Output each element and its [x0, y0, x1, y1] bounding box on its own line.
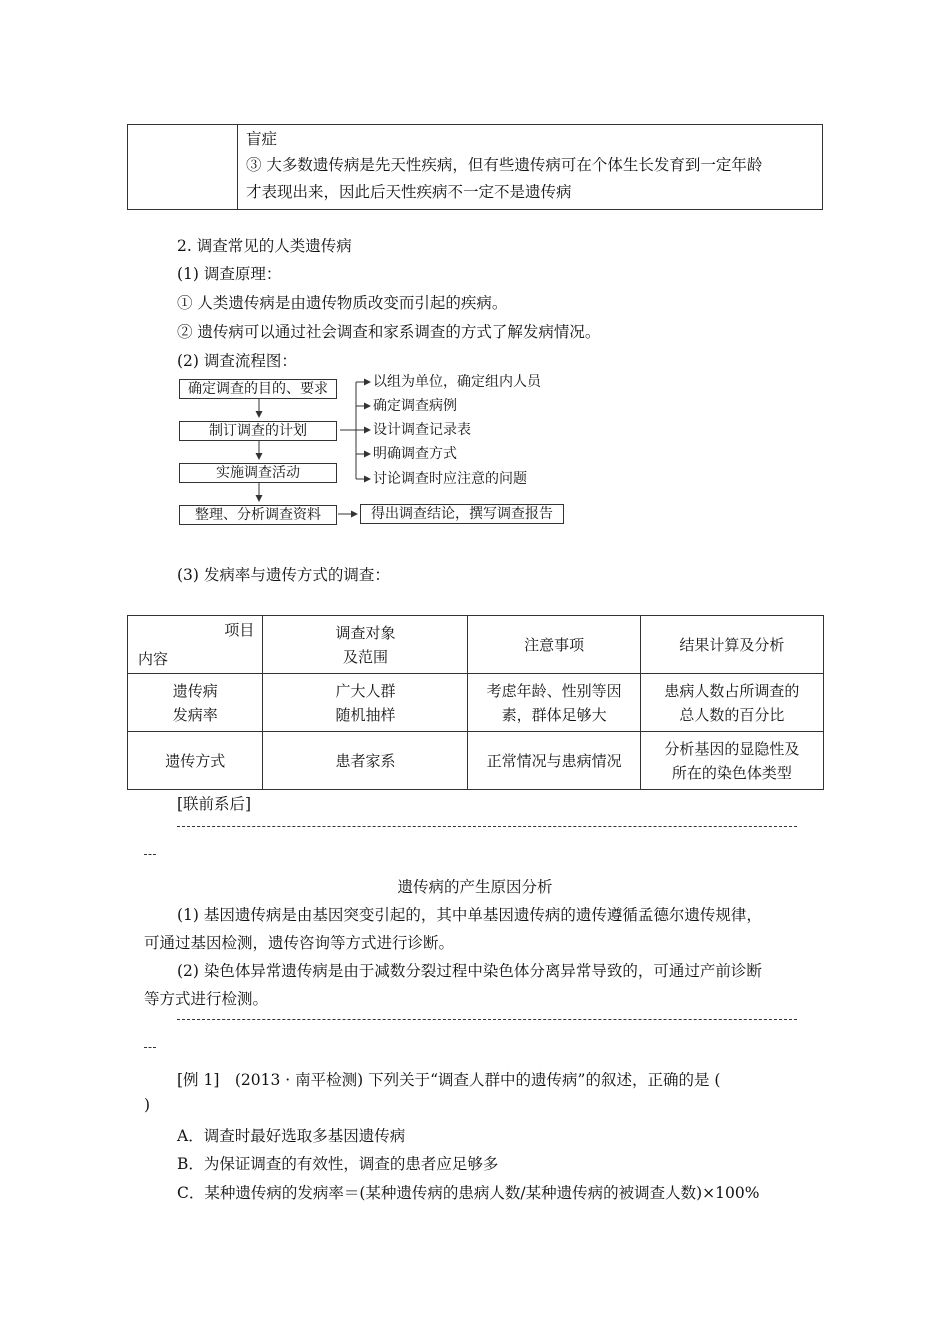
- example-question-end: ): [144, 1096, 151, 1114]
- cell-text: 分析基因的显隐性及: [664, 739, 800, 758]
- paragraph: ② 遗传病可以通过社会调查和家系调查的方式了解发病情况。: [177, 323, 601, 341]
- paragraph: 等方式进行检测。: [144, 990, 269, 1008]
- header-text: 及范围: [342, 647, 388, 666]
- cell-text: 素，群体足够大: [501, 705, 607, 724]
- table-header-row: [128, 616, 824, 674]
- cell-text: 总人数的百分比: [679, 705, 785, 724]
- table-row: [128, 732, 824, 790]
- table-cell: 遗传方式: [128, 732, 263, 790]
- table-text-line: 才表现出来，因此后天性疾病不一定不是遗传病: [246, 183, 572, 201]
- cell-text: 患病人数占所调查的: [664, 681, 800, 700]
- header-corner-cell: [128, 616, 263, 674]
- table-cell: 正常情况与患病情况: [468, 732, 640, 790]
- header-cell: 注意事项: [468, 616, 640, 674]
- table-cell: [128, 674, 263, 732]
- header-text: 调查对象: [335, 623, 396, 642]
- dashed-rule: [177, 1019, 797, 1020]
- flow-step-conduct: 实施调查活动: [179, 463, 337, 483]
- cell-text: 随机抽样: [335, 705, 396, 724]
- cell-text: 发病率: [172, 705, 218, 724]
- paragraph: (2) 染色体异常遗传病是由于减数分裂过程中染色体分离异常导致的，可通过产前诊断: [177, 962, 762, 980]
- plan-item: 确定调查病例: [373, 398, 457, 414]
- plan-item: 设计调查记录表: [373, 422, 471, 438]
- section-title: 2. 调查常见的人类遗传病: [177, 237, 352, 255]
- option-b: B．为保证调查的有效性，调查的患者应足够多: [177, 1155, 499, 1173]
- plan-item: 讨论调查时应注意的问题: [373, 471, 527, 487]
- plan-item: 明确调查方式: [373, 446, 457, 462]
- header-cell: [263, 616, 468, 674]
- paragraph: ① 人类遗传病是由遗传物质改变而引起的疾病。: [177, 294, 508, 312]
- example-question: [例 1] (2013 · 南平检测) 下列关于“调查人群中的遗传病”的叙述，正确的是 (: [177, 1071, 721, 1089]
- subheading: (3) 发病率与遗传方式的调查：: [177, 566, 390, 584]
- plan-item: 以组为单位，确定组内人员: [373, 374, 541, 390]
- dashed-rule-end: [144, 854, 156, 855]
- cell-text: 考虑年龄、性别等因: [486, 681, 622, 700]
- link-label: [联前系后]: [177, 795, 252, 813]
- option-a: A．调查时最好选取多基因遗传病: [177, 1127, 406, 1145]
- subheading: (2) 调查流程图：: [177, 352, 297, 370]
- corner-label-bottom: 内容: [138, 650, 169, 668]
- table-cell: [640, 674, 823, 732]
- table-cell: [468, 674, 640, 732]
- paragraph: (1) 基因遗传病是由基因突变引起的，其中单基因遗传病的遗传遵循孟德尔遗传规律，: [177, 906, 762, 924]
- cell-text: 广大人群: [335, 681, 396, 700]
- dashed-rule: [177, 826, 797, 827]
- subheading: (1) 调查原理：: [177, 265, 282, 283]
- flowchart-connectors: [0, 0, 950, 540]
- flow-step-plan: 制订调查的计划: [179, 421, 337, 441]
- flow-result: 得出调查结论，撰写调查报告: [360, 504, 564, 524]
- table-text-line: ③ 大多数遗传病是先天性疾病，但有些遗传病可在个体生长发育到一定年龄: [246, 156, 763, 174]
- option-c: C．某种遗传病的发病率＝(某种遗传病的患病人数/某种遗传病的被调查人数)×100%: [177, 1184, 760, 1202]
- table-row: [128, 674, 824, 732]
- cell-text: 遗传病: [172, 681, 218, 700]
- corner-label-top: 项目: [224, 621, 255, 639]
- cell-text: 所在的染色体类型: [671, 763, 792, 782]
- dashed-rule-end: [144, 1047, 156, 1048]
- header-cell: 结果计算及分析: [640, 616, 823, 674]
- table-text-line: 盲症: [246, 130, 278, 148]
- table-cell: [263, 674, 468, 732]
- flow-step-purpose: 确定调查的目的、要求: [179, 379, 337, 399]
- survey-table: [127, 615, 824, 790]
- box-title: 遗传病的产生原因分析: [397, 878, 553, 896]
- table-cell: 患者家系: [263, 732, 468, 790]
- flow-step-analyze: 整理、分析调查资料: [179, 505, 337, 525]
- paragraph: 可通过基因检测，遗传咨询等方式进行诊断。: [144, 934, 455, 952]
- table-cell: [640, 732, 823, 790]
